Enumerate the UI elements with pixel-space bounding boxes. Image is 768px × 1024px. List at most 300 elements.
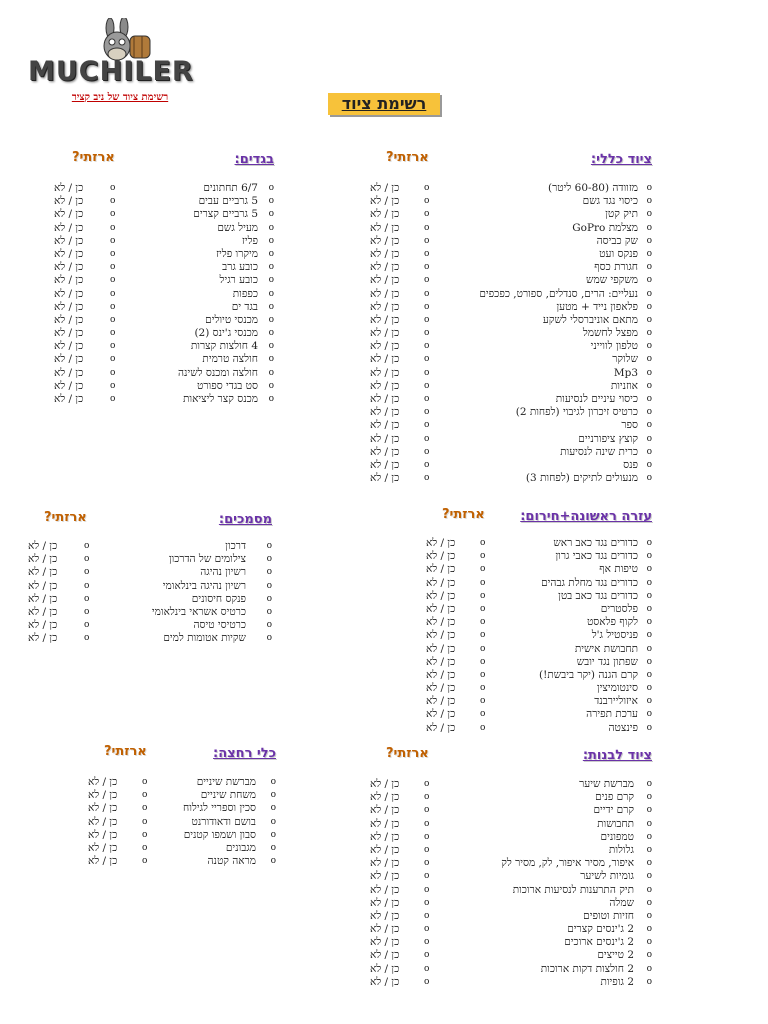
yes-no-option[interactable]: כן / לא <box>54 208 84 221</box>
yes-no-option[interactable]: כן / לא <box>370 458 400 471</box>
packed-checkbox[interactable]: o <box>424 248 430 259</box>
bullet-icon: o <box>266 541 272 551</box>
packed-checkbox[interactable]: o <box>142 816 148 827</box>
yes-no-option[interactable]: כן / לא <box>370 234 400 247</box>
yes-no-option[interactable]: כן / לא <box>88 802 118 815</box>
yes-no-option[interactable]: כן / לא <box>54 393 84 405</box>
yes-no-option[interactable]: כן / לא <box>426 708 456 721</box>
yes-no-option[interactable]: כן / לא <box>370 313 400 326</box>
packed-header: ארזתי? <box>72 150 115 165</box>
packed-checkbox[interactable]: o <box>480 590 486 601</box>
yes-no-option[interactable]: כן / לא <box>370 843 400 856</box>
yes-no-option[interactable]: כן / לא <box>370 896 400 909</box>
packed-checkbox[interactable]: o <box>84 606 90 617</box>
yes-no-option[interactable]: כן / לא <box>54 287 84 300</box>
yes-no-option[interactable]: כן / לא <box>370 445 400 458</box>
packed-checkbox[interactable]: o <box>424 473 430 484</box>
packed-checkbox[interactable]: o <box>110 314 116 325</box>
packed-checkbox[interactable]: o <box>424 897 430 908</box>
yes-no-option[interactable]: כן / לא <box>426 589 456 602</box>
yes-no-option[interactable]: כן / לא <box>54 221 84 234</box>
bullet-icon: o <box>268 394 274 404</box>
yes-no-option[interactable]: כן / לא <box>54 234 84 247</box>
yes-no-option[interactable]: כן / לא <box>370 247 400 260</box>
packed-checkbox[interactable]: o <box>480 722 486 733</box>
yes-no-option[interactable]: כן / לא <box>28 553 58 566</box>
yes-no-option[interactable]: כן / לא <box>370 340 400 353</box>
item-list <box>24 540 272 646</box>
packed-checkbox[interactable]: o <box>424 328 430 339</box>
yes-no-option[interactable]: כן / לא <box>28 619 58 632</box>
section-title: ציוד כללי: <box>590 152 652 167</box>
packed-checkbox[interactable]: o <box>110 354 116 365</box>
packed-checkbox[interactable]: o <box>424 314 430 325</box>
packed-checkbox[interactable]: o <box>424 354 430 365</box>
packed-checkbox[interactable]: o <box>424 779 430 789</box>
section-title: ציוד לבנות: <box>582 748 652 763</box>
packed-checkbox[interactable]: o <box>424 950 430 961</box>
section-title: כלי רחצה: <box>213 746 276 761</box>
list-item <box>52 340 274 353</box>
packed-checkbox[interactable]: o <box>424 924 430 935</box>
bullet-icon: o <box>646 473 652 484</box>
packed-checkbox[interactable]: o <box>84 633 90 644</box>
yes-no-option[interactable]: כן / לא <box>370 949 400 962</box>
item-list <box>360 778 652 989</box>
packed-checkbox[interactable]: o <box>424 937 430 948</box>
packed-checkbox[interactable]: o <box>480 603 486 614</box>
yes-no-option[interactable]: כן / לא <box>88 815 118 828</box>
packed-checkbox[interactable]: o <box>424 301 430 312</box>
item-list <box>360 182 652 485</box>
bullet-icon: o <box>268 209 274 220</box>
packed-checkbox[interactable]: o <box>142 790 148 801</box>
item-label: נעליים: הרים, סנדלים, ספורט, כפכפים <box>479 287 638 300</box>
yes-no-option[interactable]: כן / לא <box>370 923 400 936</box>
bullet-icon: o <box>646 937 652 948</box>
item-label: מכנסי טיולים <box>205 313 258 326</box>
yes-no-option[interactable]: כן / לא <box>54 300 84 313</box>
bullet-icon: o <box>646 831 652 842</box>
packed-checkbox[interactable]: o <box>84 593 90 604</box>
yes-no-option[interactable]: כן / לא <box>370 379 400 392</box>
bullet-icon: o <box>268 235 274 246</box>
bullet-icon: o <box>646 858 652 869</box>
item-label: פניסטיל ג'ל <box>591 629 638 642</box>
yes-no-option[interactable]: כן / לא <box>370 830 400 843</box>
packed-checkbox[interactable]: o <box>110 275 116 286</box>
bullet-icon: o <box>646 288 652 299</box>
item-label: פנקס חיסונים <box>191 592 246 605</box>
bullet-icon: o <box>268 288 274 299</box>
yes-no-option[interactable]: כן / לא <box>54 247 84 260</box>
yes-no-option[interactable]: כן / לא <box>370 778 400 790</box>
list-item <box>418 550 652 563</box>
yes-no-option[interactable]: כן / לא <box>370 406 400 419</box>
packed-checkbox[interactable]: o <box>480 683 486 694</box>
item-list <box>418 537 652 735</box>
packed-checkbox[interactable]: o <box>424 818 430 829</box>
list-item <box>24 606 272 619</box>
packed-checkbox[interactable]: o <box>480 643 486 654</box>
yes-no-option[interactable]: כן / לא <box>28 605 58 618</box>
yes-no-option[interactable]: כן / לא <box>54 313 84 326</box>
packed-checkbox[interactable]: o <box>480 669 486 680</box>
item-label: מעיל גשם <box>217 221 258 234</box>
yes-no-option[interactable]: כן / לא <box>370 208 400 221</box>
packed-checkbox[interactable]: o <box>424 367 430 378</box>
packed-checkbox[interactable]: o <box>110 380 116 391</box>
yes-no-option[interactable]: כן / לא <box>370 261 400 274</box>
list-item <box>84 789 276 802</box>
bullet-icon: o <box>268 262 274 273</box>
list-item <box>360 804 652 817</box>
bullet-icon: o <box>268 222 274 233</box>
packed-checkbox[interactable]: o <box>424 275 430 286</box>
yes-no-option[interactable]: כן / לא <box>370 804 400 817</box>
packed-checkbox[interactable]: o <box>424 844 430 855</box>
packed-checkbox[interactable]: o <box>480 564 486 575</box>
packed-checkbox[interactable]: o <box>110 209 116 220</box>
list-item <box>418 643 652 656</box>
packed-checkbox[interactable]: o <box>110 262 116 273</box>
packed-header: ארזתי? <box>104 744 147 759</box>
packed-checkbox[interactable]: o <box>424 858 430 869</box>
yes-no-option[interactable]: כן / לא <box>54 261 84 274</box>
packed-checkbox[interactable]: o <box>480 551 486 562</box>
item-label: כפפות <box>232 287 258 300</box>
section-clothes <box>52 152 274 406</box>
item-label: חזיות וטופים <box>583 909 634 922</box>
item-label: גלולות <box>608 843 634 856</box>
item-label: כרטיס אשראי בינלאומי <box>151 605 246 618</box>
yes-no-option[interactable]: כן / לא <box>426 563 456 576</box>
yes-no-option[interactable]: כן / לא <box>426 655 456 668</box>
item-label: טמפונים <box>600 830 634 843</box>
logo <box>28 18 213 88</box>
bullet-icon: o <box>646 643 652 654</box>
bullet-icon: o <box>266 620 272 631</box>
bullet-icon: o <box>646 897 652 908</box>
packed-checkbox[interactable]: o <box>424 976 430 987</box>
packed-checkbox[interactable]: o <box>424 433 430 444</box>
packed-checkbox[interactable]: o <box>110 367 116 378</box>
yes-no-option[interactable]: כן / לא <box>370 353 400 366</box>
yes-no-option[interactable]: כן / לא <box>28 579 58 592</box>
bullet-icon: o <box>646 805 652 816</box>
yes-no-option[interactable]: כן / לא <box>370 419 400 432</box>
list-item <box>418 603 652 616</box>
item-label: 5 גרביים קצרים <box>193 208 258 221</box>
packed-checkbox[interactable]: o <box>424 235 430 246</box>
yes-no-option[interactable]: כן / לא <box>88 789 118 802</box>
item-label: חולצה טרמית <box>202 353 258 366</box>
item-label: מכנסי ג'ינס (2) <box>194 327 258 340</box>
list-item <box>52 182 274 195</box>
bullet-icon: o <box>270 816 276 827</box>
packed-checkbox[interactable]: o <box>110 341 116 352</box>
yes-no-option[interactable]: כן / לא <box>88 828 118 841</box>
list-item <box>52 380 274 393</box>
section-bath <box>84 746 276 868</box>
bullet-icon: o <box>646 420 652 431</box>
item-list <box>84 776 276 868</box>
bullet-icon: o <box>646 354 652 365</box>
packed-checkbox[interactable]: o <box>424 963 430 974</box>
yes-no-option[interactable]: כן / לא <box>370 393 400 405</box>
item-label: מברשת שיניים <box>196 776 256 788</box>
packed-checkbox[interactable]: o <box>424 884 430 895</box>
packed-checkbox[interactable]: o <box>84 580 90 591</box>
yes-no-option[interactable]: כן / לא <box>54 327 84 340</box>
yes-no-option[interactable]: כן / לא <box>88 855 118 868</box>
packed-checkbox[interactable]: o <box>110 328 116 339</box>
item-label: כדורים נגד מחלת גבהים <box>541 576 638 589</box>
list-item <box>418 669 652 682</box>
yes-no-option[interactable]: כן / לא <box>28 632 58 645</box>
packed-checkbox[interactable]: o <box>110 394 116 404</box>
item-label: בגד ים <box>231 300 258 313</box>
yes-no-option[interactable]: כן / לא <box>426 550 456 563</box>
item-label: סט בגדי ספורט <box>197 379 258 392</box>
packed-checkbox[interactable]: o <box>424 341 430 352</box>
yes-no-option[interactable]: כן / לא <box>28 592 58 605</box>
yes-no-option[interactable]: כן / לא <box>54 182 84 194</box>
bullet-icon: o <box>646 301 652 312</box>
list-item <box>24 553 272 566</box>
bullet-icon: o <box>270 829 276 840</box>
item-label: פנס <box>623 458 638 471</box>
item-label: קוצץ ציפורניים <box>578 432 638 445</box>
item-label: לקוף פלאסט <box>586 616 638 629</box>
packed-checkbox[interactable]: o <box>142 842 148 853</box>
packed-checkbox[interactable]: o <box>424 459 430 470</box>
yes-no-option[interactable]: כן / לא <box>370 327 400 340</box>
packed-checkbox[interactable]: o <box>424 910 430 921</box>
list-item <box>52 235 274 248</box>
item-label: 2 חולצות דקות ארוכות <box>540 962 634 975</box>
bullet-icon: o <box>646 235 652 246</box>
bullet-icon: o <box>646 328 652 339</box>
list-item <box>24 632 272 645</box>
item-label: שמלה <box>609 896 634 909</box>
packed-checkbox[interactable]: o <box>480 656 486 667</box>
yes-no-option[interactable]: כן / לא <box>28 540 58 552</box>
item-label: טלפון לווייני <box>590 340 638 353</box>
list-item <box>360 235 652 248</box>
yes-no-option[interactable]: כן / לא <box>426 721 456 734</box>
bullet-icon: o <box>646 262 652 273</box>
packed-checkbox[interactable]: o <box>142 777 148 787</box>
packed-checkbox[interactable]: o <box>480 696 486 707</box>
bullet-icon: o <box>646 459 652 470</box>
bullet-icon: o <box>646 844 652 855</box>
packed-checkbox[interactable]: o <box>480 617 486 628</box>
yes-no-option[interactable]: כן / לא <box>54 274 84 287</box>
yes-no-option[interactable]: כן / לא <box>426 576 456 589</box>
packed-checkbox[interactable]: o <box>84 620 90 631</box>
yes-no-option[interactable]: כן / לא <box>88 841 118 854</box>
yes-no-option[interactable]: כן / לא <box>370 182 400 194</box>
list-item <box>52 248 274 261</box>
yes-no-option[interactable]: כן / לא <box>54 195 84 208</box>
yes-no-option[interactable]: כן / לא <box>426 616 456 629</box>
packed-checkbox[interactable]: o <box>84 567 90 578</box>
packed-checkbox[interactable]: o <box>142 829 148 840</box>
section-documents <box>24 512 272 646</box>
packed-checkbox[interactable]: o <box>142 803 148 814</box>
packed-checkbox[interactable]: o <box>84 541 90 551</box>
yes-no-option[interactable]: כן / לא <box>426 668 456 681</box>
yes-no-option[interactable]: כן / לא <box>54 379 84 392</box>
packed-checkbox[interactable]: o <box>424 394 430 404</box>
item-label: מזוודה (60-80 ליטר) <box>548 182 638 194</box>
yes-no-option[interactable]: כן / לא <box>370 909 400 922</box>
bullet-icon: o <box>646 248 652 259</box>
yes-no-option[interactable]: כן / לא <box>370 870 400 883</box>
packed-checkbox[interactable]: o <box>424 262 430 273</box>
yes-no-option[interactable]: כן / לא <box>28 566 58 579</box>
yes-no-option[interactable]: כן / לא <box>426 682 456 695</box>
item-label: דרכון <box>225 540 246 552</box>
bullet-icon: o <box>646 910 652 921</box>
packed-checkbox[interactable]: o <box>110 288 116 299</box>
item-label: משקפי שמש <box>586 274 638 287</box>
packed-checkbox[interactable]: o <box>424 288 430 299</box>
bullet-icon: o <box>266 580 272 591</box>
item-label: שק כביסה <box>596 234 638 247</box>
yes-no-option[interactable]: כן / לא <box>370 883 400 896</box>
packed-checkbox[interactable]: o <box>424 209 430 220</box>
item-label: תיק קטן <box>605 208 638 221</box>
list-item <box>360 353 652 366</box>
bullet-icon: o <box>270 856 276 867</box>
item-label: Mp3 <box>613 366 638 379</box>
yes-no-option[interactable]: כן / לא <box>370 472 400 485</box>
bullet-icon: o <box>646 367 652 378</box>
yes-no-option[interactable]: כן / לא <box>426 695 456 708</box>
bullet-icon: o <box>270 842 276 853</box>
packed-checkbox[interactable]: o <box>480 538 486 548</box>
item-label: 2 ג'ינסים קצרים <box>567 923 634 936</box>
item-label: פנקס ועט <box>599 247 638 260</box>
list-item <box>360 459 652 472</box>
packed-checkbox[interactable]: o <box>110 222 116 233</box>
yes-no-option[interactable]: כן / לא <box>426 537 456 549</box>
bullet-icon: o <box>266 593 272 604</box>
packed-checkbox[interactable]: o <box>110 196 116 207</box>
bullet-icon: o <box>646 196 652 207</box>
item-label: מכנס קצר ליציאות <box>182 393 258 405</box>
yes-no-option[interactable]: כן / לא <box>370 287 400 300</box>
item-label: 2 טייצים <box>597 949 634 962</box>
item-label: סינטומיצין <box>596 682 638 695</box>
packed-checkbox[interactable]: o <box>84 554 90 565</box>
yes-no-option[interactable]: כן / לא <box>370 221 400 234</box>
item-label: רשיון נהיגה <box>200 566 246 579</box>
yes-no-option[interactable]: כן / לא <box>426 602 456 615</box>
item-label: טיפות אף <box>599 563 638 576</box>
bullet-icon: o <box>646 963 652 974</box>
bullet-icon: o <box>266 606 272 617</box>
bullet-icon: o <box>646 884 652 895</box>
item-label: שלוקר <box>612 353 638 366</box>
yes-no-option[interactable]: כן / לא <box>370 857 400 870</box>
packed-checkbox[interactable]: o <box>110 183 116 193</box>
list-item <box>360 340 652 353</box>
yes-no-option[interactable]: כן / לא <box>54 366 84 379</box>
packed-checkbox[interactable]: o <box>424 831 430 842</box>
yes-no-option[interactable]: כן / לא <box>370 366 400 379</box>
packed-checkbox[interactable]: o <box>142 856 148 867</box>
yes-no-option[interactable]: כן / לא <box>370 791 400 804</box>
packed-checkbox[interactable]: o <box>480 630 486 641</box>
list-item <box>418 708 652 721</box>
packed-checkbox[interactable]: o <box>424 871 430 882</box>
packed-checkbox[interactable]: o <box>110 301 116 312</box>
yes-no-option[interactable]: כן / לא <box>370 274 400 287</box>
item-label: 2 ג'ינסים ארוכים <box>564 936 634 949</box>
packed-checkbox[interactable]: o <box>424 222 430 233</box>
packed-checkbox[interactable]: o <box>480 709 486 720</box>
packed-checkbox[interactable]: o <box>110 248 116 259</box>
yes-no-option[interactable]: כן / לא <box>426 642 456 655</box>
yes-no-option[interactable]: כן / לא <box>88 776 118 788</box>
item-label: תיק התרענות לנסיעות ארוכות <box>512 883 634 896</box>
yes-no-option[interactable]: כן / לא <box>54 353 84 366</box>
packed-checkbox[interactable]: o <box>424 446 430 457</box>
list-item <box>24 619 272 632</box>
list-item <box>84 802 276 815</box>
yes-no-option[interactable]: כן / לא <box>370 817 400 830</box>
packed-checkbox[interactable]: o <box>424 805 430 816</box>
bullet-icon: o <box>646 538 652 548</box>
logo-text: MUCHILER <box>28 56 194 87</box>
item-label: כובע גרב <box>222 261 258 274</box>
list-item <box>360 910 652 923</box>
list-item <box>52 222 274 235</box>
list-item <box>52 301 274 314</box>
item-label: כדורים נגד כאב בטן <box>558 589 638 602</box>
packed-checkbox[interactable]: o <box>110 235 116 246</box>
yes-no-option[interactable]: כן / לא <box>370 195 400 208</box>
item-label: קרם הגנה (יקר ביבשת!) <box>539 668 638 681</box>
yes-no-option[interactable]: כן / לא <box>54 340 84 353</box>
list-item <box>418 537 652 550</box>
bullet-icon: o <box>646 275 652 286</box>
list-item <box>24 566 272 579</box>
packed-checkbox[interactable]: o <box>480 577 486 588</box>
packed-checkbox[interactable]: o <box>424 183 430 193</box>
packed-checkbox[interactable]: o <box>424 407 430 418</box>
bullet-icon: o <box>268 328 274 339</box>
packed-checkbox[interactable]: o <box>424 792 430 803</box>
packed-checkbox[interactable]: o <box>424 196 430 207</box>
list-item <box>52 393 274 406</box>
packed-checkbox[interactable]: o <box>424 420 430 431</box>
yes-no-option[interactable]: כן / לא <box>370 962 400 975</box>
packed-checkbox[interactable]: o <box>424 380 430 391</box>
yes-no-option[interactable]: כן / לא <box>370 936 400 949</box>
item-label: שפתון נגד יובש <box>576 655 638 668</box>
list-item <box>360 923 652 936</box>
list-item <box>360 884 652 897</box>
yes-no-option[interactable]: כן / לא <box>426 629 456 642</box>
item-label: חגורת כסף <box>594 261 638 274</box>
yes-no-option[interactable]: כן / לא <box>370 432 400 445</box>
yes-no-option[interactable]: כן / לא <box>370 975 400 988</box>
yes-no-option[interactable]: כן / לא <box>370 300 400 313</box>
